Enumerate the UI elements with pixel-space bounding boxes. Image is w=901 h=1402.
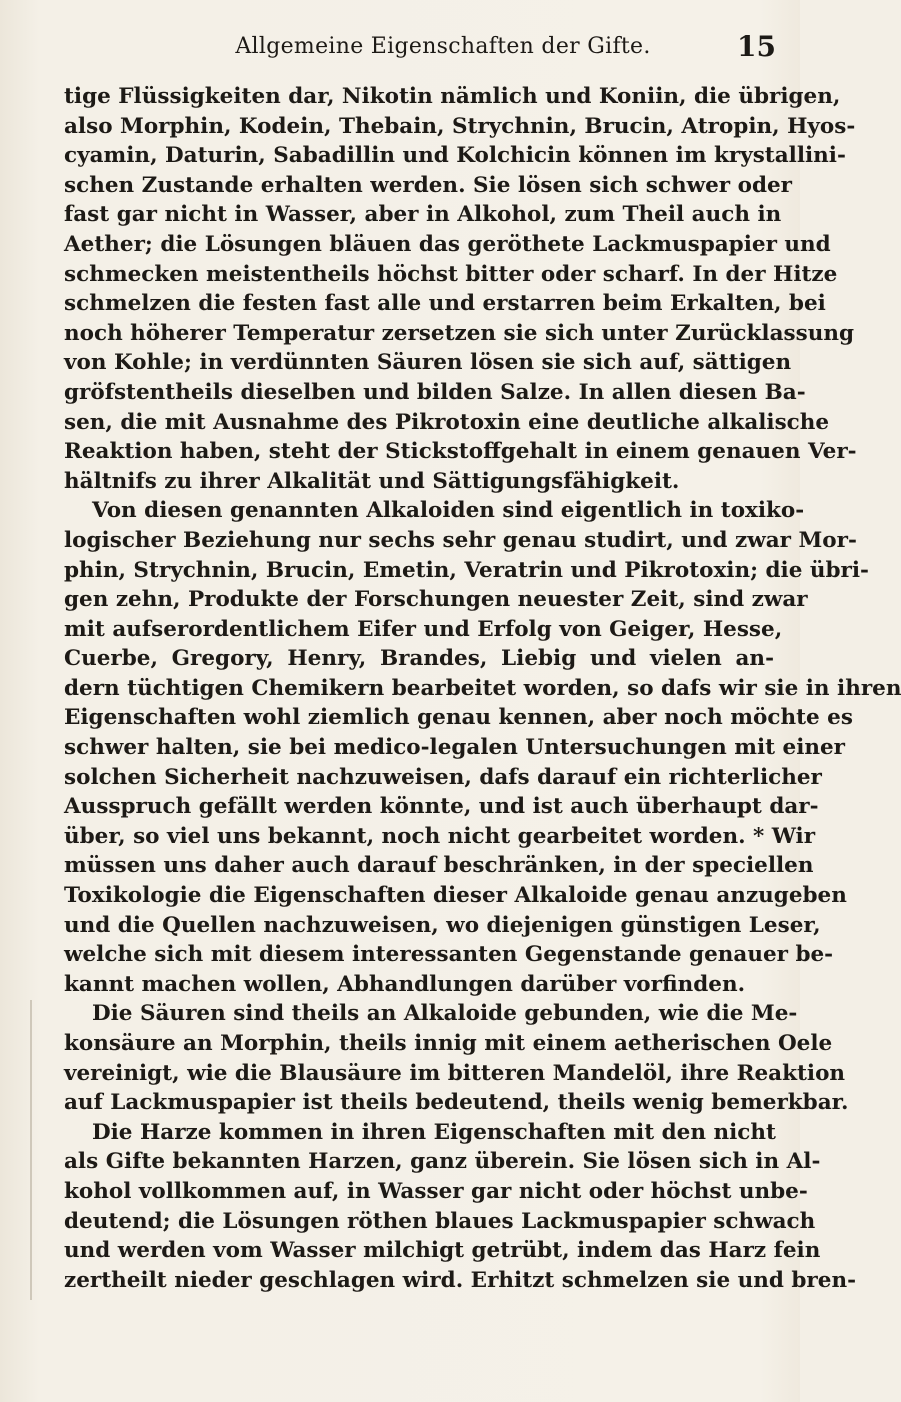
text-line: über, so viel uns bekannt, noch nicht gearbeitet worden. * Wir: [64, 823, 816, 849]
text-line: müssen uns daher auch darauf beschränken, in der speciellen: [64, 853, 814, 879]
text-line: zertheilt nieder geschlagen wird. Erhitzt schmelzen sie und bren-: [64, 1267, 856, 1293]
text-line: Eigenschaften wohl ziemlich genau kennen, aber noch möchte es: [64, 705, 853, 731]
paragraph-start-line: Die Säuren sind theils an Alkaloide gebunden, wie die Me-: [92, 1001, 798, 1027]
text-line: mit aufserordentlichem Eifer und Erfolg von Geiger, Hesse,: [64, 616, 783, 642]
text-line: schen Zustande erhalten werden. Sie lösen sich schwer oder: [64, 172, 792, 198]
text-line: schwer halten, sie bei medico-legalen Untersuchungen mit einer: [64, 735, 846, 761]
text-line: solchen Sicherheit nachzuweisen, dafs darauf ein richterlicher: [64, 764, 822, 790]
paragraph-start-line: Von diesen genannten Alkaloiden sind eigentlich in toxiko-: [92, 498, 805, 524]
text-line: als Gifte bekannten Harzen, ganz überein. Sie lösen sich in Al-: [64, 1149, 821, 1175]
paragraph-start-line: Die Harze kommen in ihren Eigenschaften mit den nicht: [92, 1119, 776, 1145]
text-line: kohol vollkommen auf, in Wasser gar nicht oder höchst unbe-: [64, 1178, 808, 1204]
text-line: Ausspruch gefällt werden könnte, und ist auch überhaupt dar-: [64, 794, 819, 820]
text-line: auf Lackmuspapier ist theils bedeutend, theils wenig bemerkbar.: [64, 1090, 849, 1116]
text-line: fast gar nicht in Wasser, aber in Alkohol, zum Theil auch in: [64, 202, 782, 228]
running-title: Allgemeine Eigenschaften der Gifte.: [235, 34, 651, 59]
text-line: cyamin, Daturin, Sabadillin und Kolchicin können im krystallini-: [64, 143, 846, 169]
text-line: und die Quellen nachzuweisen, wo diejenigen günstigen Leser,: [64, 912, 821, 938]
text-line: Aether; die Lösungen bläuen das geröthete Lackmuspapier und: [64, 231, 831, 257]
text-line: Cuerbe, Gregory, Henry, Brandes, Liebig und vielen an-: [64, 646, 774, 672]
text-line: vereinigt, wie die Blausäure im bitteren Mandelöl, ihre Reaktion: [64, 1060, 846, 1086]
text-line: Toxikologie die Eigenschaften dieser Alkaloide genau anzugeben: [64, 883, 847, 909]
text-line: konsäure an Morphin, theils innig mit einem aetherischen Oele: [64, 1031, 833, 1056]
text-line: welche sich mit diesem interessanten Gegenstande genauer be-: [64, 942, 834, 968]
text-line: logischer Beziehung nur sechs sehr genau studirt, und zwar Mor-: [64, 527, 857, 553]
text-line: und werden vom Wasser milchigt getrübt, indem das Harz fein: [64, 1238, 821, 1264]
text-line: Reaktion haben, steht der Stickstoffgehalt in einem genauen Ver-: [64, 439, 857, 465]
text-line: gröfstentheils dieselben und bilden Salze. In allen diesen Ba-: [64, 379, 806, 405]
text-line: gen zehn, Produkte der Forschungen neuester Zeit, sind zwar: [64, 587, 808, 613]
text-line: deutend; die Lösungen röthen blaues Lackmuspapier schwach: [64, 1208, 816, 1234]
text-line: von Kohle; in verdünnten Säuren lösen sie sich auf, sättigen: [64, 350, 792, 376]
text-line: kannt machen wollen, Abhandlungen darüber vorfinden.: [64, 971, 746, 997]
text-line: noch höherer Temperatur zersetzen sie sich unter Zurücklassung: [64, 320, 854, 346]
text-line: dern tüchtigen Chemikern bearbeitet worden, so dafs wir sie in ihren: [64, 675, 901, 701]
text-line: also Morphin, Kodein, Thebain, Strychnin, Brucin, Atropin, Hyos-: [64, 113, 856, 139]
body-text: [64, 82, 901, 1295]
text-line: schmecken meistentheils höchst bitter oder scharf. In der Hitze: [64, 261, 838, 287]
inner-margin-shadow: [30, 1000, 32, 1300]
text-line: tige Flüssigkeiten dar, Nikotin nämlich und Koniin, die übrigen,: [64, 84, 841, 109]
page-header: [60, 30, 776, 70]
text-line: hältnifs zu ihrer Alkalität und Sättigungsfähigkeit.: [64, 468, 680, 494]
text-line: sen, die mit Ausnahme des Pikrotoxin eine deutliche alkalische: [64, 409, 830, 435]
text-line: phin, Strychnin, Brucin, Emetin, Veratrin und Pikrotoxin; die übri-: [64, 557, 869, 583]
page-number: 15: [737, 30, 776, 63]
text-line: schmelzen die festen fast alle und erstarren beim Erkalten, bei: [64, 291, 826, 317]
